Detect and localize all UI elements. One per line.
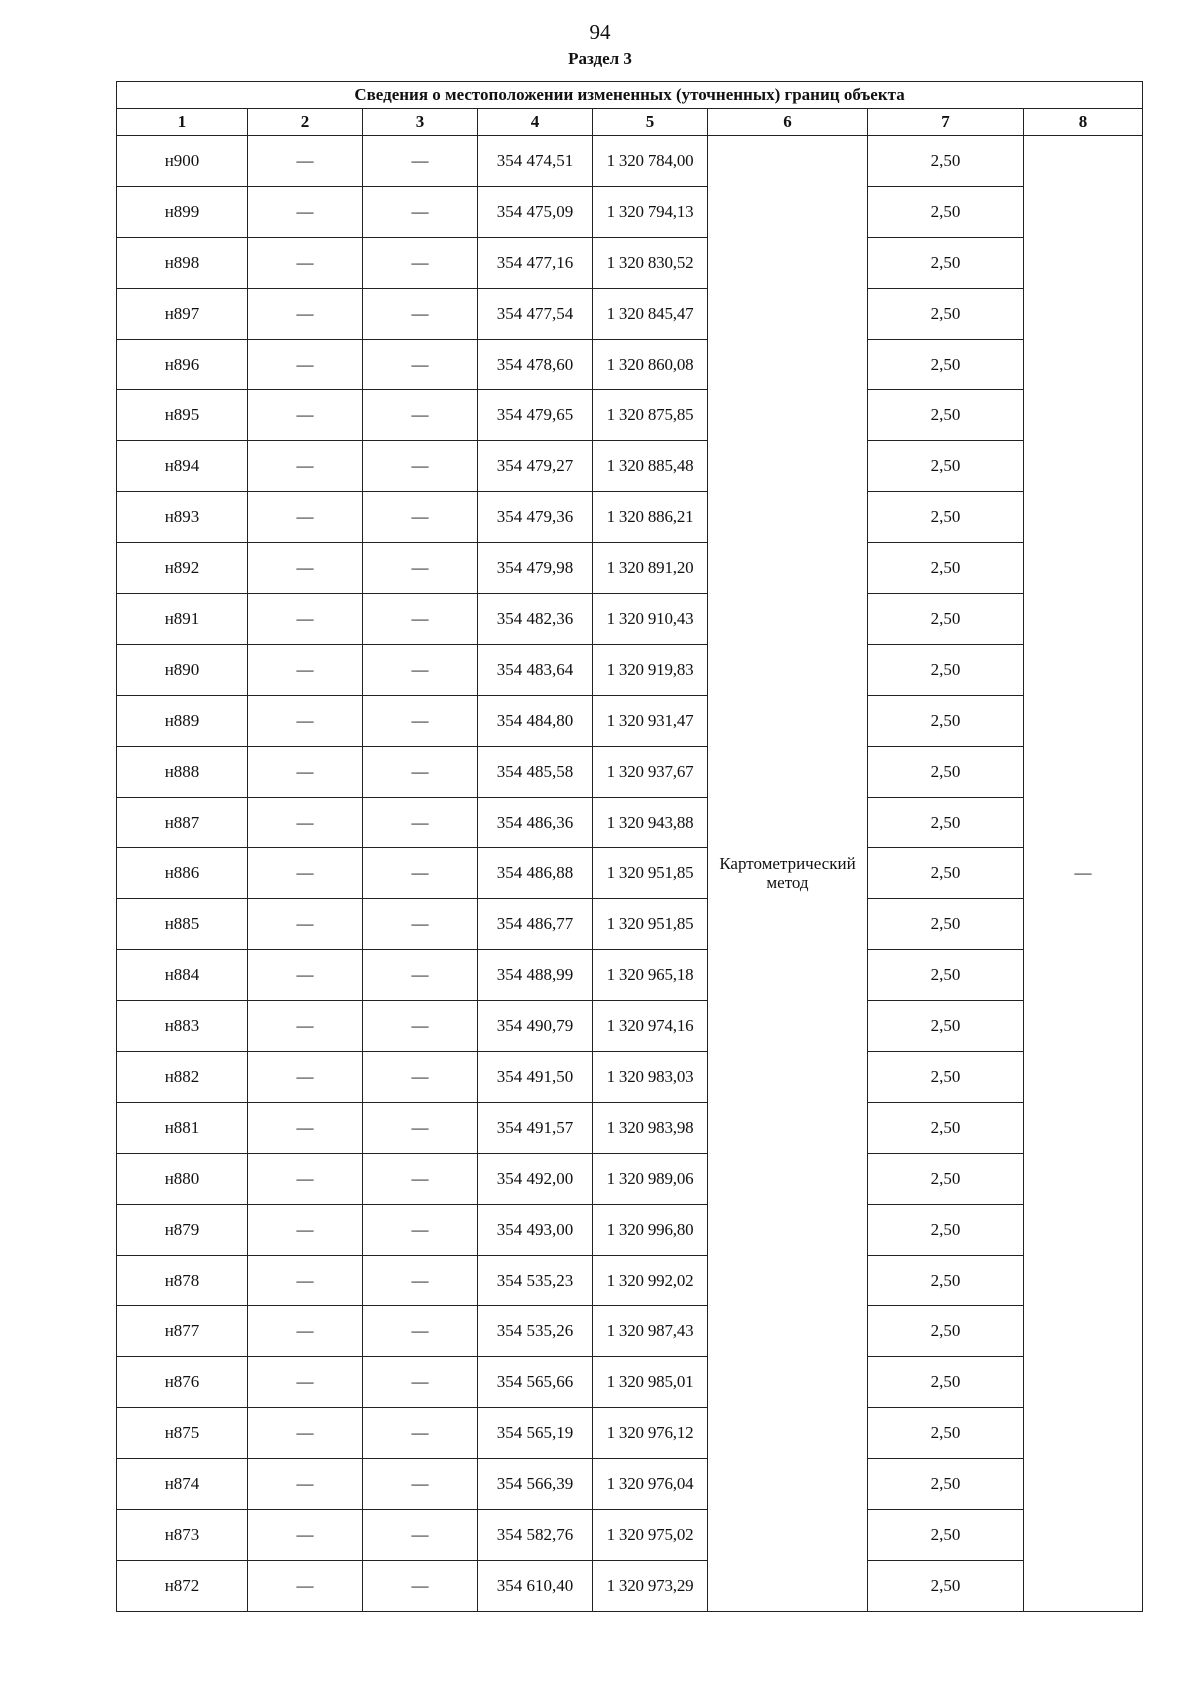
y-coordinate-cell: 1 320 794,13	[593, 186, 708, 237]
point-cell: н897	[117, 288, 248, 339]
column2-cell: —	[248, 390, 363, 441]
table-row	[117, 186, 1143, 237]
x-coordinate-cell: 354 478,60	[478, 339, 593, 390]
point-cell: н876	[117, 1357, 248, 1408]
point-cell: н892	[117, 543, 248, 594]
y-coordinate-cell: 1 320 919,83	[593, 644, 708, 695]
table-row	[117, 1102, 1143, 1153]
column2-cell: —	[248, 797, 363, 848]
accuracy-cell: 2,50	[868, 1001, 1024, 1052]
table-row	[117, 797, 1143, 848]
table-row	[117, 1306, 1143, 1357]
accuracy-cell: 2,50	[868, 1204, 1024, 1255]
accuracy-cell: 2,50	[868, 1408, 1024, 1459]
column2-cell: —	[248, 339, 363, 390]
table-row	[117, 899, 1143, 950]
column3-cell: —	[363, 644, 478, 695]
table-row	[117, 950, 1143, 1001]
column3-cell: —	[363, 1001, 478, 1052]
x-coordinate-cell: 354 492,00	[478, 1153, 593, 1204]
y-coordinate-cell: 1 320 973,29	[593, 1560, 708, 1611]
table-row	[117, 1560, 1143, 1611]
y-coordinate-cell: 1 320 951,85	[593, 848, 708, 899]
column2-cell: —	[248, 695, 363, 746]
point-cell: н875	[117, 1408, 248, 1459]
column3-cell: —	[363, 1357, 478, 1408]
point-cell: н872	[117, 1560, 248, 1611]
column3-cell: —	[363, 1153, 478, 1204]
column3-cell: —	[363, 950, 478, 1001]
table-row	[117, 1357, 1143, 1408]
point-cell: н894	[117, 441, 248, 492]
table-row	[117, 136, 1143, 187]
x-coordinate-cell: 354 491,57	[478, 1102, 593, 1153]
accuracy-cell: 2,50	[868, 390, 1024, 441]
x-coordinate-cell: 354 565,19	[478, 1408, 593, 1459]
column3-cell: —	[363, 695, 478, 746]
table-row	[117, 492, 1143, 543]
x-coordinate-cell: 354 486,77	[478, 899, 593, 950]
column3-cell: —	[363, 237, 478, 288]
table-row	[117, 644, 1143, 695]
table-row	[117, 746, 1143, 797]
y-coordinate-cell: 1 320 985,01	[593, 1357, 708, 1408]
column3-cell: —	[363, 1306, 478, 1357]
y-coordinate-cell: 1 320 830,52	[593, 237, 708, 288]
x-coordinate-cell: 354 490,79	[478, 1001, 593, 1052]
column2-cell: —	[248, 136, 363, 187]
accuracy-cell: 2,50	[868, 695, 1024, 746]
column2-cell: —	[248, 644, 363, 695]
column3-cell: —	[363, 797, 478, 848]
column3-cell: —	[363, 848, 478, 899]
y-coordinate-cell: 1 320 891,20	[593, 543, 708, 594]
column3-cell: —	[363, 543, 478, 594]
column3-cell: —	[363, 1510, 478, 1561]
column2-cell: —	[248, 950, 363, 1001]
column2-cell: —	[248, 899, 363, 950]
page-number: 94	[589, 20, 611, 44]
point-cell: н893	[117, 492, 248, 543]
y-coordinate-cell: 1 320 983,98	[593, 1102, 708, 1153]
point-cell: н891	[117, 594, 248, 645]
column2-cell: —	[248, 1255, 363, 1306]
y-coordinate-cell: 1 320 937,67	[593, 746, 708, 797]
column-header-2: 2	[248, 109, 363, 136]
y-coordinate-cell: 1 320 860,08	[593, 339, 708, 390]
column3-cell: —	[363, 1102, 478, 1153]
method-cell: Картометрический метод	[708, 136, 868, 1612]
point-cell: н882	[117, 1052, 248, 1103]
column2-cell: —	[248, 1306, 363, 1357]
column3-cell: —	[363, 1560, 478, 1611]
column2-cell: —	[248, 1408, 363, 1459]
column3-cell: —	[363, 594, 478, 645]
table-row	[117, 288, 1143, 339]
y-coordinate-cell: 1 320 976,12	[593, 1408, 708, 1459]
column3-cell: —	[363, 136, 478, 187]
point-cell: н899	[117, 186, 248, 237]
column8-cell: —	[1024, 136, 1143, 1612]
column3-cell: —	[363, 339, 478, 390]
table-row	[117, 1153, 1143, 1204]
y-coordinate-cell: 1 320 975,02	[593, 1510, 708, 1561]
x-coordinate-cell: 354 474,51	[478, 136, 593, 187]
x-coordinate-cell: 354 485,58	[478, 746, 593, 797]
accuracy-cell: 2,50	[868, 746, 1024, 797]
y-coordinate-cell: 1 320 987,43	[593, 1306, 708, 1357]
column2-cell: —	[248, 1153, 363, 1204]
point-cell: н879	[117, 1204, 248, 1255]
point-cell: н884	[117, 950, 248, 1001]
accuracy-cell: 2,50	[868, 1255, 1024, 1306]
x-coordinate-cell: 354 488,99	[478, 950, 593, 1001]
point-cell: н895	[117, 390, 248, 441]
column-header-1: 1	[117, 109, 248, 136]
column3-cell: —	[363, 441, 478, 492]
column-header-3: 3	[363, 109, 478, 136]
table-row	[117, 594, 1143, 645]
table-row	[117, 441, 1143, 492]
column2-cell: —	[248, 288, 363, 339]
column2-cell: —	[248, 848, 363, 899]
x-coordinate-cell: 354 535,23	[478, 1255, 593, 1306]
x-coordinate-cell: 354 565,66	[478, 1357, 593, 1408]
column-header-7: 7	[868, 109, 1024, 136]
column2-cell: —	[248, 492, 363, 543]
x-coordinate-cell: 354 486,88	[478, 848, 593, 899]
accuracy-cell: 2,50	[868, 848, 1024, 899]
x-coordinate-cell: 354 491,50	[478, 1052, 593, 1103]
point-cell: н878	[117, 1255, 248, 1306]
table-row	[117, 1459, 1143, 1510]
point-cell: н898	[117, 237, 248, 288]
x-coordinate-cell: 354 479,27	[478, 441, 593, 492]
column2-cell: —	[248, 1204, 363, 1255]
column3-cell: —	[363, 492, 478, 543]
section-title: Раздел 3	[568, 49, 632, 68]
y-coordinate-cell: 1 320 875,85	[593, 390, 708, 441]
x-coordinate-cell: 354 475,09	[478, 186, 593, 237]
column3-cell: —	[363, 1255, 478, 1306]
table-body	[117, 136, 1143, 1612]
column2-cell: —	[248, 1510, 363, 1561]
point-cell: н888	[117, 746, 248, 797]
accuracy-cell: 2,50	[868, 644, 1024, 695]
accuracy-cell: 2,50	[868, 899, 1024, 950]
table-row	[117, 1204, 1143, 1255]
column2-cell: —	[248, 1459, 363, 1510]
column3-cell: —	[363, 390, 478, 441]
x-coordinate-cell: 354 486,36	[478, 797, 593, 848]
x-coordinate-cell: 354 483,64	[478, 644, 593, 695]
y-coordinate-cell: 1 320 983,03	[593, 1052, 708, 1103]
x-coordinate-cell: 354 493,00	[478, 1204, 593, 1255]
table-row	[117, 1001, 1143, 1052]
column3-cell: —	[363, 1052, 478, 1103]
y-coordinate-cell: 1 320 845,47	[593, 288, 708, 339]
column3-cell: —	[363, 899, 478, 950]
point-cell: н886	[117, 848, 248, 899]
point-cell: н896	[117, 339, 248, 390]
column2-cell: —	[248, 237, 363, 288]
y-coordinate-cell: 1 320 784,00	[593, 136, 708, 187]
accuracy-cell: 2,50	[868, 339, 1024, 390]
accuracy-cell: 2,50	[868, 492, 1024, 543]
column2-cell: —	[248, 1102, 363, 1153]
y-coordinate-cell: 1 320 886,21	[593, 492, 708, 543]
accuracy-cell: 2,50	[868, 237, 1024, 288]
column3-cell: —	[363, 1204, 478, 1255]
boundary-coordinates-table	[116, 81, 1143, 1612]
accuracy-cell: 2,50	[868, 594, 1024, 645]
accuracy-cell: 2,50	[868, 543, 1024, 594]
accuracy-cell: 2,50	[868, 1102, 1024, 1153]
column2-cell: —	[248, 1560, 363, 1611]
table-row	[117, 1255, 1143, 1306]
column-header-6: 6	[708, 109, 868, 136]
accuracy-cell: 2,50	[868, 1153, 1024, 1204]
column3-cell: —	[363, 186, 478, 237]
column2-cell: —	[248, 186, 363, 237]
x-coordinate-cell: 354 479,98	[478, 543, 593, 594]
table-row	[117, 695, 1143, 746]
table-row	[117, 339, 1143, 390]
point-cell: н881	[117, 1102, 248, 1153]
point-cell: н889	[117, 695, 248, 746]
column2-cell: —	[248, 746, 363, 797]
point-cell: н874	[117, 1459, 248, 1510]
accuracy-cell: 2,50	[868, 186, 1024, 237]
table-row	[117, 390, 1143, 441]
point-cell: н877	[117, 1306, 248, 1357]
table-row	[117, 1052, 1143, 1103]
table-row	[117, 543, 1143, 594]
y-coordinate-cell: 1 320 976,04	[593, 1459, 708, 1510]
x-coordinate-cell: 354 484,80	[478, 695, 593, 746]
point-cell: н883	[117, 1001, 248, 1052]
y-coordinate-cell: 1 320 885,48	[593, 441, 708, 492]
point-cell: н900	[117, 136, 248, 187]
accuracy-cell: 2,50	[868, 136, 1024, 187]
accuracy-cell: 2,50	[868, 441, 1024, 492]
point-cell: н887	[117, 797, 248, 848]
column3-cell: —	[363, 1459, 478, 1510]
point-cell: н885	[117, 899, 248, 950]
column3-cell: —	[363, 288, 478, 339]
x-coordinate-cell: 354 477,16	[478, 237, 593, 288]
x-coordinate-cell: 354 479,36	[478, 492, 593, 543]
column-header-5: 5	[593, 109, 708, 136]
accuracy-cell: 2,50	[868, 288, 1024, 339]
x-coordinate-cell: 354 479,65	[478, 390, 593, 441]
column2-cell: —	[248, 1357, 363, 1408]
y-coordinate-cell: 1 320 943,88	[593, 797, 708, 848]
x-coordinate-cell: 354 566,39	[478, 1459, 593, 1510]
point-cell: н873	[117, 1510, 248, 1561]
x-coordinate-cell: 354 482,36	[478, 594, 593, 645]
y-coordinate-cell: 1 320 910,43	[593, 594, 708, 645]
column2-cell: —	[248, 594, 363, 645]
x-coordinate-cell: 354 610,40	[478, 1560, 593, 1611]
column-header-4: 4	[478, 109, 593, 136]
accuracy-cell: 2,50	[868, 1459, 1024, 1510]
column2-cell: —	[248, 543, 363, 594]
column3-cell: —	[363, 746, 478, 797]
accuracy-cell: 2,50	[868, 950, 1024, 1001]
table-row	[117, 237, 1143, 288]
table-row	[117, 1408, 1143, 1459]
x-coordinate-cell: 354 477,54	[478, 288, 593, 339]
table-row	[117, 848, 1143, 899]
table-caption: Сведения о местоположении измененных (уточненных) границ объекта	[117, 82, 1143, 109]
column3-cell: —	[363, 1408, 478, 1459]
x-coordinate-cell: 354 582,76	[478, 1510, 593, 1561]
y-coordinate-cell: 1 320 965,18	[593, 950, 708, 1001]
point-cell: н890	[117, 644, 248, 695]
accuracy-cell: 2,50	[868, 1510, 1024, 1561]
accuracy-cell: 2,50	[868, 1560, 1024, 1611]
y-coordinate-cell: 1 320 931,47	[593, 695, 708, 746]
point-cell: н880	[117, 1153, 248, 1204]
column2-cell: —	[248, 1001, 363, 1052]
accuracy-cell: 2,50	[868, 1052, 1024, 1103]
y-coordinate-cell: 1 320 974,16	[593, 1001, 708, 1052]
column2-cell: —	[248, 1052, 363, 1103]
column2-cell: —	[248, 441, 363, 492]
accuracy-cell: 2,50	[868, 1306, 1024, 1357]
y-coordinate-cell: 1 320 951,85	[593, 899, 708, 950]
y-coordinate-cell: 1 320 992,02	[593, 1255, 708, 1306]
column-header-8: 8	[1024, 109, 1143, 136]
y-coordinate-cell: 1 320 989,06	[593, 1153, 708, 1204]
accuracy-cell: 2,50	[868, 1357, 1024, 1408]
x-coordinate-cell: 354 535,26	[478, 1306, 593, 1357]
y-coordinate-cell: 1 320 996,80	[593, 1204, 708, 1255]
table-row	[117, 1510, 1143, 1561]
accuracy-cell: 2,50	[868, 797, 1024, 848]
